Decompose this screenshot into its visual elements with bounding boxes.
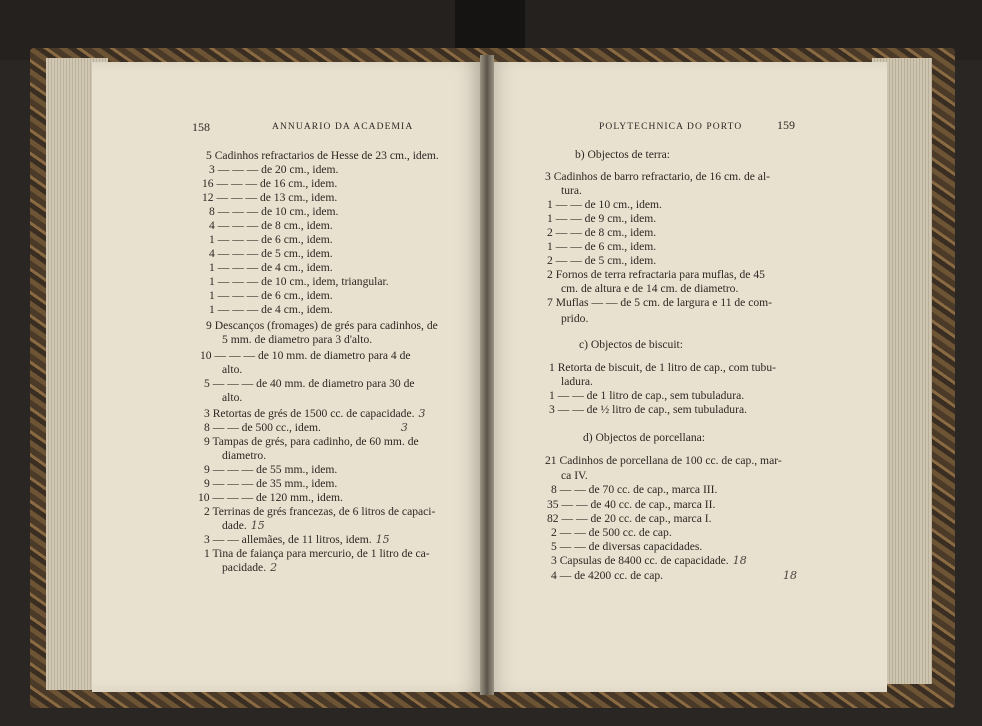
text-line: 1 — — de 10 cm., idem. bbox=[547, 198, 662, 211]
text-line: 1 Retorta de biscuit, de 1 litro de cap., com tubu- bbox=[549, 361, 776, 374]
text-line: 10 — — — de 120 mm., idem. bbox=[198, 491, 343, 504]
text-line: dade. 15 bbox=[222, 519, 265, 532]
text-line: 1 — — de 1 litro de cap., sem tubuladura. bbox=[549, 389, 745, 402]
handwritten-note: 18 bbox=[783, 569, 798, 582]
text-line: 8 — — de 500 cc., idem. 3 bbox=[204, 421, 408, 434]
text-line: 2 — — de 5 cm., idem. bbox=[547, 254, 657, 267]
text-line: cm. de altura e de 14 cm. de diametro. bbox=[561, 282, 739, 295]
text-line: 1 — — de 9 cm., idem. bbox=[547, 212, 657, 225]
handwritten-note: 15 bbox=[250, 519, 265, 532]
text-line: 35 — — de 40 cc. de cap., marca II. bbox=[547, 498, 716, 511]
handwritten-note: 3 bbox=[400, 421, 408, 434]
handwritten-note: 15 bbox=[375, 533, 390, 546]
text-line: 9 Tampas de grés, para cadinho, de 60 mm. de bbox=[204, 435, 419, 448]
text-line: 1 Tina de faiança para mercurio, de 1 litro de ca- bbox=[204, 547, 430, 560]
text-line: 2 Terrinas de grés francezas, de 6 litros de capaci- bbox=[204, 505, 436, 518]
text-line: 5 — — de diversas capacidades. bbox=[551, 540, 703, 553]
text-line: 9 — — — de 35 mm., idem. bbox=[204, 477, 338, 490]
handwritten-note: 3 bbox=[418, 407, 426, 420]
text-line: 3 Capsulas de 8400 cc. de capacidade. 18 bbox=[551, 554, 747, 567]
text-line: 2 Fornos de terra refractaria para muflas, de 45 bbox=[547, 268, 765, 281]
text-line: prido. bbox=[561, 312, 589, 325]
text-line: 3 — — de ½ litro de cap., sem tubuladura. bbox=[549, 403, 748, 416]
text-line: 8 — — de 70 cc. de cap., marca III. bbox=[551, 483, 718, 496]
text-line: 10 — — — de 10 mm. de diametro para 4 de bbox=[200, 349, 411, 362]
text-line: 4 — de 4200 cc. de cap. 18 bbox=[551, 569, 798, 582]
text-line: alto. bbox=[222, 363, 243, 376]
text-line: 3 — — — de 20 cm., idem. bbox=[209, 163, 339, 176]
text-line: 5 — — — de 40 mm. de diametro para 30 de bbox=[204, 377, 415, 390]
page-number: 159 bbox=[777, 118, 795, 132]
section-heading: c) Objectos de biscuit: bbox=[579, 338, 683, 351]
text-line: pacidade. 2 bbox=[222, 561, 278, 574]
text-line: 1 — — — de 4 cm., idem. bbox=[209, 303, 333, 316]
running-head: POLYTECHNICA DO PORTO bbox=[599, 122, 743, 132]
text-line: 16 — — — de 16 cm., idem. bbox=[202, 177, 338, 190]
handwritten-note: 18 bbox=[732, 554, 747, 567]
text-line: ca IV. bbox=[561, 469, 588, 482]
text-line: 9 — — — de 55 mm., idem. bbox=[204, 463, 338, 476]
text-line: 2 — — de 500 cc. de cap. bbox=[551, 526, 672, 539]
text-line: 21 Cadinhos de porcellana de 100 cc. de cap., mar- bbox=[545, 454, 782, 467]
text-line: 3 — — allemães, de 11 litros, idem. 15 bbox=[204, 533, 390, 546]
text-line: tura. bbox=[561, 184, 582, 197]
text-line: 5 Cadinhos refractarios de Hesse de 23 cm., idem. bbox=[206, 149, 439, 162]
text-line: 1 — — — de 10 cm., idem, triangular. bbox=[209, 275, 389, 288]
text-line: 4 — — — de 5 cm., idem. bbox=[209, 247, 333, 260]
text-line: 2 — — de 8 cm., idem. bbox=[547, 226, 657, 239]
text-line: 9 Descanços (fromages) de grés para cadinhos, de bbox=[206, 319, 438, 332]
text-line: 3 Cadinhos de barro refractario, de 16 cm. de al- bbox=[545, 170, 771, 183]
section-heading: d) Objectos de porcellana: bbox=[583, 431, 706, 444]
text-line: 12 — — — de 13 cm., idem. bbox=[202, 191, 338, 204]
text-line: 4 — — — de 8 cm., idem. bbox=[209, 219, 333, 232]
handwritten-note: 2 bbox=[270, 561, 278, 574]
page-number: 158 bbox=[192, 120, 210, 134]
text-line: ladura. bbox=[561, 375, 593, 388]
text-line: alto. bbox=[222, 391, 243, 404]
running-head: ANNUARIO DA ACADEMIA bbox=[272, 122, 414, 132]
right-page bbox=[487, 62, 887, 692]
book-gutter bbox=[480, 55, 494, 695]
text-line: 1 — — — de 4 cm., idem. bbox=[209, 261, 333, 274]
text-line: 8 — — — de 10 cm., idem. bbox=[209, 205, 339, 218]
text-line: 7 Muflas — — de 5 cm. de largura e 11 de com- bbox=[547, 296, 773, 309]
text-line: 3 Retortas de grés de 1500 cc. de capacidade. 3 bbox=[204, 407, 426, 420]
text-line: diametro. bbox=[222, 449, 267, 462]
text-line: 5 mm. de diametro para 3 d'alto. bbox=[222, 333, 373, 346]
text-line: 82 — — de 20 cc. de cap., marca I. bbox=[547, 512, 712, 525]
section-heading: b) Objectos de terra: bbox=[575, 148, 670, 161]
text-line: 1 — — — de 6 cm., idem. bbox=[209, 289, 333, 302]
left-page bbox=[92, 62, 484, 692]
text-line: 1 — — de 6 cm., idem. bbox=[547, 240, 657, 253]
text-line: 1 — — — de 6 cm., idem. bbox=[209, 233, 333, 246]
